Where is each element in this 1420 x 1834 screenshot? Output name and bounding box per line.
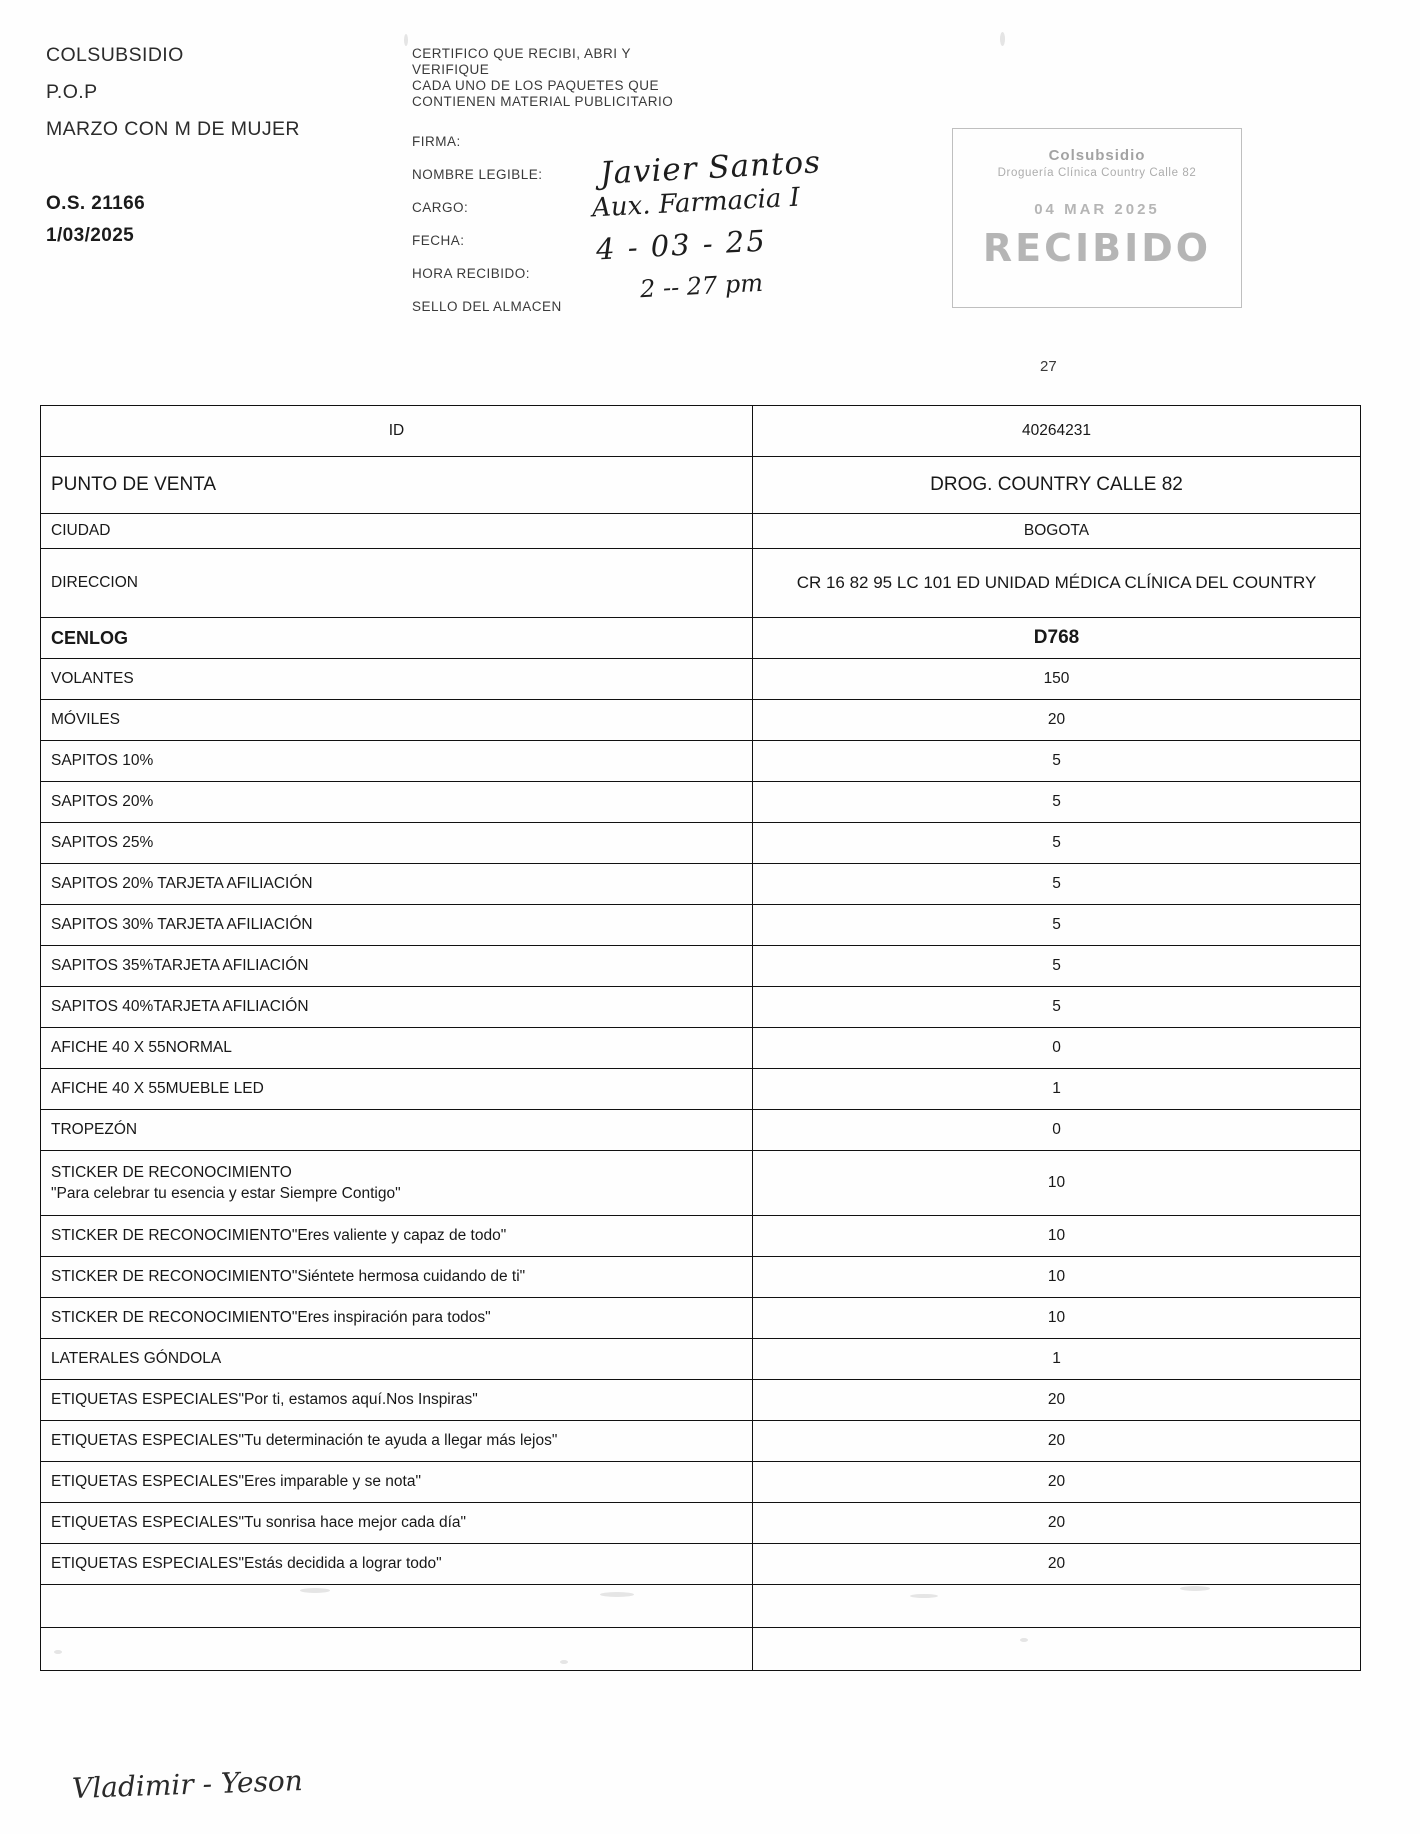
table-row-value: 0 — [753, 1110, 1361, 1151]
table-row — [41, 1257, 1361, 1298]
table-row-value: 0 — [753, 1028, 1361, 1069]
table-row-value: 1 — [753, 1069, 1361, 1110]
table-row-value: 20 — [753, 1544, 1361, 1585]
table-row-label: STICKER DE RECONOCIMIENTO"Eres inspiración para todos" — [41, 1298, 753, 1339]
table-row-label: DIRECCION — [41, 549, 753, 618]
handwritten-signature: Javier Santos — [599, 144, 822, 192]
table-row-label: SAPITOS 30% TARJETA AFILIACIÓN — [41, 905, 753, 946]
table-row — [41, 1380, 1361, 1421]
table-row — [41, 741, 1361, 782]
table-row — [41, 700, 1361, 741]
table-row-value — [753, 1585, 1361, 1628]
table-row — [41, 1628, 1361, 1671]
table-row-value: 5 — [753, 905, 1361, 946]
table-row-value: CR 16 82 95 LC 101 ED UNIDAD MÉDICA CLÍNICA DEL COUNTRY — [753, 549, 1361, 618]
table-row-label: MÓVILES — [41, 700, 753, 741]
table-row-label-main: STICKER DE RECONOCIMIENTO — [51, 1164, 292, 1181]
table-row-label: ETIQUETAS ESPECIALES"Eres imparable y se nota" — [41, 1462, 753, 1503]
field-fecha: FECHA: — [412, 233, 465, 248]
table-row — [41, 1339, 1361, 1380]
table-row — [41, 1462, 1361, 1503]
table-row-value — [753, 1628, 1361, 1671]
table-row-value: 20 — [753, 1503, 1361, 1544]
table-row — [41, 1298, 1361, 1339]
table-row — [41, 618, 1361, 659]
table-row-value: 5 — [753, 946, 1361, 987]
table-row — [41, 406, 1361, 457]
table-row — [41, 1028, 1361, 1069]
table-row-label: CENLOG — [41, 618, 753, 659]
table-row-label: PUNTO DE VENTA — [41, 457, 753, 514]
table-row-label: VOLANTES — [41, 659, 753, 700]
table-row — [41, 987, 1361, 1028]
stamp-company: Colsubsidio — [1048, 147, 1146, 164]
table-row — [41, 905, 1361, 946]
table-row-label — [41, 1585, 753, 1628]
order-block — [46, 193, 376, 247]
certificate-line-4: CONTIENEN MATERIAL PUBLICITARIO — [412, 94, 674, 109]
handwritten-fecha: 4 - 03 - 25 — [595, 223, 768, 267]
table-row-value: 20 — [753, 1462, 1361, 1503]
table-row-label: SAPITOS 25% — [41, 823, 753, 864]
table-row-value: DROG. COUNTRY CALLE 82 — [753, 457, 1361, 514]
table-row-value: 20 — [753, 1380, 1361, 1421]
table-row-label: SAPITOS 20% TARJETA AFILIACIÓN — [41, 864, 753, 905]
table-row-value: D768 — [753, 618, 1361, 659]
table-row-label: TROPEZÓN — [41, 1110, 753, 1151]
company-name: COLSUBSIDIO — [46, 44, 184, 66]
field-hora-recibido: HORA RECIBIDO: — [412, 266, 531, 281]
table-row-label: SAPITOS 35%TARJETA AFILIACIÓN — [41, 946, 753, 987]
table-row-label: STICKER DE RECONOCIMIENTO"Eres valiente y capaz de todo" — [41, 1216, 753, 1257]
handwritten-cargo: Aux. Farmacia I — [591, 182, 801, 224]
stamp-date: 04 MAR 2025 — [1034, 201, 1160, 218]
table-row-value: 5 — [753, 741, 1361, 782]
table-row-value: 10 — [753, 1257, 1361, 1298]
table-row — [41, 514, 1361, 549]
table-row-label: CIUDAD — [41, 514, 753, 549]
table-row-label: ETIQUETAS ESPECIALES"Tu sonrisa hace mejor cada día" — [41, 1503, 753, 1544]
table-row-label: ETIQUETAS ESPECIALES"Por ti, estamos aquí.Nos Inspiras" — [41, 1380, 753, 1421]
table-row-label: SAPITOS 20% — [41, 782, 753, 823]
table-row — [41, 1216, 1361, 1257]
stamp-branch: Droguería Clínica Country Calle 82 — [997, 167, 1197, 179]
table-row-label — [41, 1151, 753, 1216]
certificate-line-2: VERIFIQUE — [412, 62, 490, 77]
table-row-value: 150 — [753, 659, 1361, 700]
table-row-label-quote: "Para celebrar tu esencia y estar Siempre Contigo" — [51, 1185, 401, 1202]
table-row-label: AFICHE 40 X 55NORMAL — [41, 1028, 753, 1069]
table-row-value: 5 — [753, 987, 1361, 1028]
table-row-value: 5 — [753, 864, 1361, 905]
table-row — [41, 1585, 1361, 1628]
campaign-name: MARZO CON M DE MUJER — [46, 118, 300, 140]
handwritten-bottom-signature: Vladimir - Yeson — [71, 1763, 304, 1806]
table-row — [41, 1544, 1361, 1585]
table-row — [41, 1110, 1361, 1151]
field-cargo: CARGO: — [412, 200, 469, 215]
table-row — [41, 823, 1361, 864]
table-row-label: LATERALES GÓNDOLA — [41, 1339, 753, 1380]
table-row-value: 20 — [753, 1421, 1361, 1462]
field-nombre-legible: NOMBRE LEGIBLE: — [412, 167, 543, 182]
certificate-line-3: CADA UNO DE LOS PAQUETES QUE — [412, 78, 660, 93]
table-row-value: 5 — [753, 823, 1361, 864]
table-row-label: SAPITOS 10% — [41, 741, 753, 782]
table-row-value: 20 — [753, 700, 1361, 741]
table-row — [41, 549, 1361, 618]
table-row-label — [41, 1628, 753, 1671]
table-row-value: BOGOTA — [753, 514, 1361, 549]
table-row-value: 10 — [753, 1151, 1361, 1216]
received-stamp — [952, 128, 1242, 308]
order-date: 1/03/2025 — [46, 225, 135, 246]
pop-materials-table — [40, 405, 1361, 1671]
table-row-value: 1 — [753, 1339, 1361, 1380]
table-row-label: ID — [41, 406, 753, 457]
table-row-label: ETIQUETAS ESPECIALES"Estás decidida a lograr todo" — [41, 1544, 753, 1585]
table-row-value: 5 — [753, 782, 1361, 823]
table-row — [41, 659, 1361, 700]
table-row — [41, 1069, 1361, 1110]
table-row-label: AFICHE 40 X 55MUEBLE LED — [41, 1069, 753, 1110]
table-row — [41, 1503, 1361, 1544]
table-row — [41, 782, 1361, 823]
handwritten-hora: 2 -- 27 pm — [639, 268, 764, 304]
table-row-value: 10 — [753, 1216, 1361, 1257]
pop-materials-table-wrapper — [40, 405, 1360, 1671]
table-row-label: SAPITOS 40%TARJETA AFILIACIÓN — [41, 987, 753, 1028]
table-row-label: STICKER DE RECONOCIMIENTO"Siéntete hermosa cuidando de ti" — [41, 1257, 753, 1298]
table-row — [41, 1421, 1361, 1462]
header-left-block — [46, 44, 376, 257]
page-number: 27 — [1040, 358, 1057, 375]
certificate-line-1: CERTIFICO QUE RECIBI, ABRI Y — [412, 46, 632, 61]
table-body — [41, 406, 1361, 1671]
table-row — [41, 1151, 1361, 1216]
table-row — [41, 457, 1361, 514]
order-number: O.S. 21166 — [46, 193, 146, 214]
stamp-received-text: RECIBIDO — [982, 226, 1212, 270]
field-firma: FIRMA: — [412, 134, 461, 149]
table-row-label: ETIQUETAS ESPECIALES"Tu determinación te ayuda a llegar más lejos" — [41, 1421, 753, 1462]
table-row — [41, 864, 1361, 905]
program-name: P.O.P — [46, 81, 98, 103]
table-row — [41, 946, 1361, 987]
table-row-value: 40264231 — [753, 406, 1361, 457]
field-sello-almacen: SELLO DEL ALMACEN — [412, 299, 562, 314]
table-row-value: 10 — [753, 1298, 1361, 1339]
